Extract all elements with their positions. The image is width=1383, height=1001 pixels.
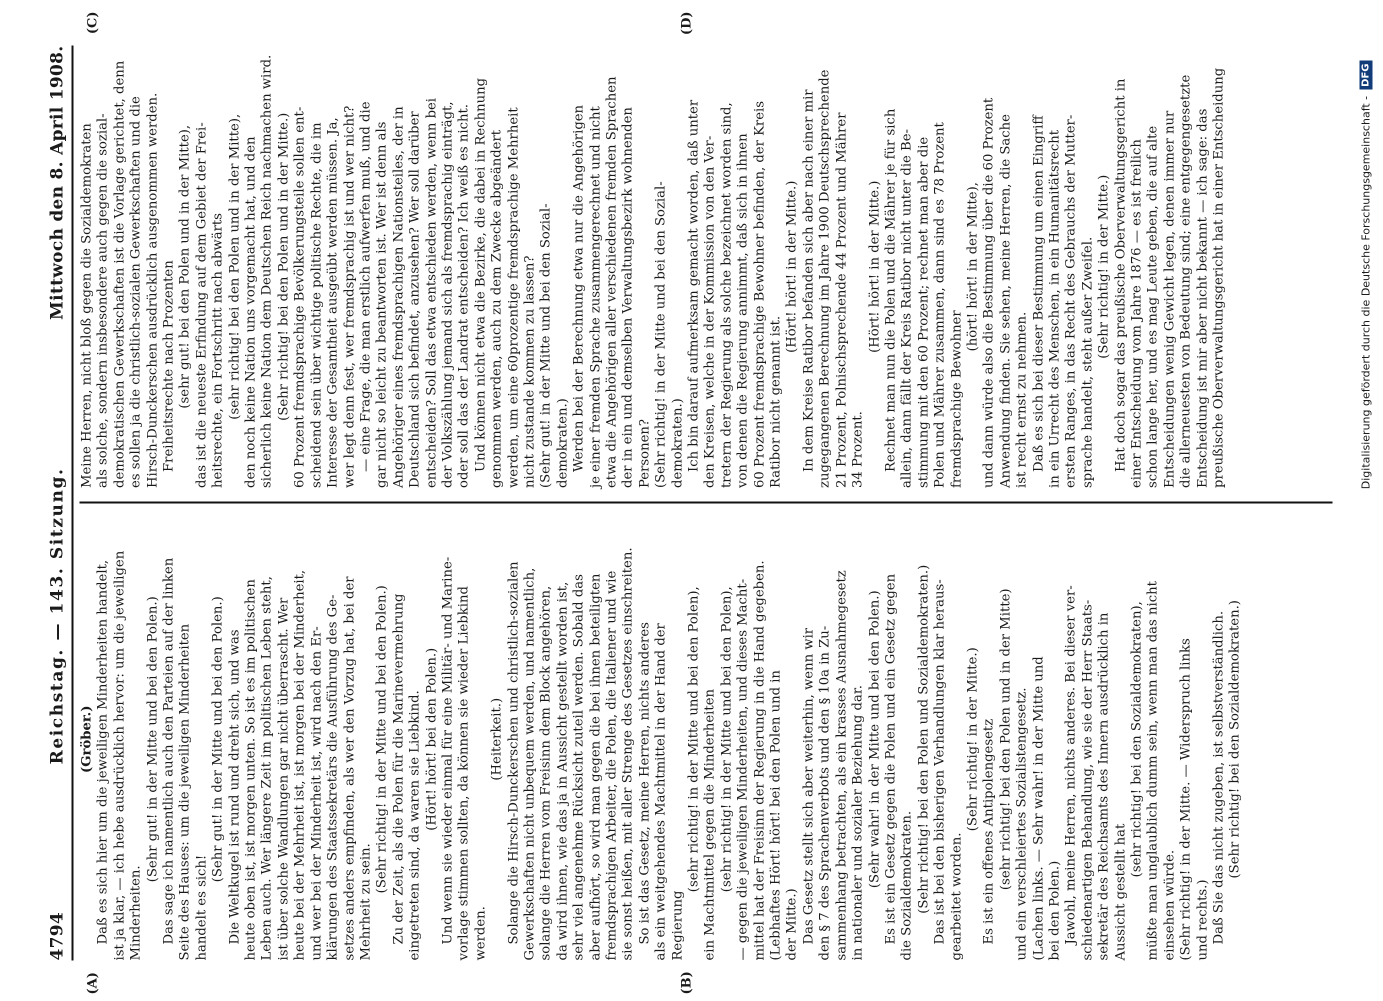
right-column-text-line: schon lange her, und es mag Leute geben, die auf alte [1145, 125, 1161, 488]
left-column-text-line: setzes anders empfinden, als wer den Vorzug hat, bei der [342, 576, 357, 961]
left-column-text-line: (Heiterkeit.) [489, 697, 505, 781]
left-column-text-line: Solange die Hirsch-Dunckerschen und christlich-sozialen [506, 561, 522, 945]
left-column-text-line: sie sonst heißen, mit aller Strenge des Gesetzes einschreiten. [620, 547, 636, 961]
left-column-text-line: Gewerkschaften nicht unbequem werden, und namentlich, [522, 567, 538, 961]
left-column-text-line: vorlage stimmen sollten, da können sie wieder Liebkind [456, 586, 472, 961]
left-column-text-line: heute oben ist, ist morgen unten. So ist es im politischen [243, 579, 259, 961]
right-column-text-line: Personen? [637, 419, 653, 488]
left-column-text-line: Aussicht gestellt hat [1113, 823, 1129, 961]
right-column-text-line: wer legt denn fest, wer fremdsprachig ist und wer nicht? [342, 105, 357, 488]
left-column-text-line: Die Weltkugel ist rund und dreht sich, und was [227, 629, 243, 945]
right-column-text-line: Deutschland sich befindet, anzusehen? Wer soll darüber [407, 111, 423, 488]
right-column [79, 11, 1333, 503]
left-column-text-line: Es ist ein Gesetz gegen die Polen und ein Gesetz gegen [883, 573, 899, 945]
left-column-text-line: (sehr richtig! in der Mitte und bei den Polen), [686, 586, 702, 893]
left-column-text-line: Und wenn sie wieder einmal für eine Militär- und Marine- [440, 556, 456, 945]
left-column-text-line: gearbeitet worden. [949, 832, 965, 961]
left-column-text-line: (Sehr gut! in der Mitte und bei den Polen.) [145, 596, 161, 883]
left-column-text-line: in nationaler und sozialer Beziehung dar. [850, 685, 866, 961]
left-column-text-line: (sehr richtig! in der Mitte und bei den Polen), [719, 586, 735, 893]
left-column-text-line: und rechts.) [1195, 879, 1211, 961]
right-column-text-line: der Volkszählung jemand sich als fremdsprachig einträgt, [440, 101, 456, 488]
left-column-text-line: (sehr richtig! bei den Polen und in der Mitte) [998, 588, 1014, 891]
right-column-text-line: Anwendung finden. Sie sehen, meine Herren, die Sache [998, 114, 1014, 488]
left-column-text-line: Das ist bei den bisherigen Verhandlungen klar heraus- [932, 579, 948, 945]
right-column-text-line: Entscheidungen wenig Gewicht legen, denen immer nur [1162, 110, 1178, 488]
left-column-text-line: Daß es sich hier um die jeweiligen Minderheiten handelt, [95, 559, 111, 945]
left-column-text-line: da wird ihnen, wie das ja in Aussicht gestellt worden ist, [555, 581, 571, 961]
left-column-text-line: (Lachen links. — Sehr wahr! in der Mitte und [1031, 656, 1047, 961]
right-column-text-line: Angehöriger eines fremdsprachigen Nationsteiles, der in [391, 106, 407, 488]
left-column-text-line: klärungen des Staatssekretärs die Ausführung des Ge- [325, 594, 341, 961]
right-column-text-line: etwa die Angehörigen aller verschiedenen fremden Sprachen [604, 76, 620, 488]
left-column-text-line: ist ja klar, — ich hebe ausdrücklich hervor: um die jeweiligen [112, 550, 128, 961]
right-column-text-line: (Sehr richtig! bei den Polen und in der Mitte.) [276, 112, 292, 421]
left-column-text-line: sammenhang betrachten, als ein krasses Ausnahmegesetz [834, 570, 850, 961]
right-column-text-line: oder soll das der Landrat entscheiden? Ich weiß es nicht. [456, 104, 472, 488]
left-column-text-line: einsehen würde. [1162, 849, 1178, 961]
right-column-text-line: 21 Prozent, Polnischsprechende 44 Prozent und Mährer [834, 112, 850, 488]
left-column-text-line: fremdsprachigen Arbeiter, die Polen, die Italiener und wie [604, 570, 620, 961]
left-column-text-line: schiedenartigen Behandlung, wie sie der Herr Staats- [1080, 599, 1096, 961]
right-column-text-line: genommen werden, auch zu dem Zwecke abgeändert [489, 129, 505, 488]
right-column-text-line: heitsrechte, ein Fortschritt nach abwärts [210, 213, 226, 488]
right-column-text-line: und dann würde also die Bestimmung über die 60 Prozent [981, 97, 997, 488]
left-column-text-line: Leben auch. Wer längere Zeit im politischen Leben steht, [259, 576, 275, 961]
right-column-text-line: sprache handelt, steht außer Zweifel. [1080, 236, 1096, 488]
right-column-text-line: demokraten.) [555, 398, 571, 488]
right-column-text-line: Rechnet man nun die Polen und die Mährer je für sich [883, 108, 899, 472]
right-column-text-line: Hirsch-Dunckerschen ausdrücklich ausgenommen werden. [145, 92, 161, 488]
right-column-text-line: Hat doch sogar das preußische Oberverwaltungsgericht in [1113, 78, 1129, 472]
right-column-text-line: (Sehr richtig! in der Mitte und bei den Sozial- [653, 181, 669, 488]
right-column-text-line: Daß es sich bei dieser Bestimmung um einen Eingriff [1031, 115, 1047, 472]
dfg-logo: DFG [1360, 61, 1373, 90]
left-column-text-line: der Mitte.) [784, 888, 800, 961]
right-column-text-line: (sehr richtig! bei den Polen und in der Mitte), [227, 113, 243, 420]
right-column-text-line: stimmung mit den 60 Prozent; rechnet man aber die [916, 136, 932, 488]
right-column-text-line: — eine Frage, die man erstlich aufwerfen muß, und die [358, 101, 374, 472]
left-column-text-line: (Lebhaftes Hört! hört! bei den Polen und in [768, 670, 784, 961]
right-column-text-line: Interesse der Gesamtheit ausgeübt werden müssen. Ja, [325, 117, 341, 488]
right-column-text-line: Ich bin darauf aufmerksam gemacht worden, daß unter [686, 99, 702, 472]
left-column-text-line: Das Gesetz stellt sich aber weiterhin, wenn wir [801, 627, 817, 945]
left-column-text-line: Das sage ich namentlich auch den Parteien auf der linken [161, 557, 177, 945]
left-column-text-line: müßte man unglaublich dumm sein, wenn man das nicht [1145, 581, 1161, 961]
left-column-text-line: handelt es sich! [194, 854, 210, 961]
right-column-text-line: demokratischen Gewerkschaften ist die Vorlage gerichtet, denn [112, 60, 128, 488]
right-column-text-line: Ratibor nicht genannt ist. [768, 315, 784, 488]
right-column-text-line: In dem Kreise Ratibor befanden sich aber nach einer mir [801, 89, 817, 472]
left-column-text-line: (Sehr richtig! in der Mitte.) [965, 647, 981, 832]
right-column-text-line: Polen und Mährer zusammen, dann sind es 78 Prozent [932, 122, 948, 488]
margin-marker-d: (D) [679, 11, 695, 36]
right-column-text-line: Entscheidung ist mir aber nicht bekannt — ich sage: das [1195, 108, 1211, 488]
right-column-text-line: preußische Oberverwaltungsgericht hat in einer Entscheidung [1211, 67, 1227, 488]
right-column-text-line: als solche, sondern insbesondere auch gegen die sozial- [95, 113, 111, 488]
right-column-text-line: die allerneuesten von Bedeutung sind; eine entgegengesetzte [1178, 74, 1194, 488]
right-column-text-line: nicht zustande kommen zu lassen? [522, 255, 538, 488]
left-column-text-line: Regierung [670, 890, 686, 961]
right-column-text-line: entscheiden? Soll das etwa entschieden werden, wenn bei [424, 97, 440, 488]
left-column-text-line: die Sozialdemokraten. [899, 810, 915, 961]
right-column-text-line: in ein Urrecht des Menschen, in ein Humanitätsrecht [1047, 129, 1063, 488]
right-column-text-line: gar nicht so leicht zu beantworten ist. Wer ist denn als [374, 121, 390, 488]
left-column-text-line: Daß Sie das nicht zugeben, ist selbstverständlich. [1211, 610, 1227, 945]
rotated-document-page [0, 1, 1383, 1001]
margin-marker-c: (C) [85, 11, 101, 35]
page-number: 4794 [47, 911, 68, 961]
left-column-text-line: (Gröber.) [79, 705, 95, 773]
right-column-text-line: 60 Prozent fremdsprachige Bewohner befinden, der Kreis [752, 100, 768, 488]
right-column-text-line: sicherlich keine Nation dem Deutschen Reich nachmachen wird. [259, 54, 275, 488]
page-title: Reichstag. — 143. Sitzung. [47, 467, 68, 765]
right-column-text-line: ersten Ranges, in das Recht des Gebrauchs der Mutter- [1063, 114, 1079, 488]
left-column-text-line: So ist das Gesetz, meine Herren, nichts anderes [637, 622, 653, 945]
left-column-text-line: (Sehr richtig! bei den Polen und Sozialdemokraten.) [916, 564, 932, 914]
digitization-credit [1360, 61, 1373, 941]
right-column-text-line: 34 Prozent. [850, 411, 866, 488]
right-column-text-line: Werden bei der Berechnung etwa nur die Angehörigen [571, 104, 587, 472]
right-column-text-line: allein, dann fällt der Kreis Ratibor nicht unter die Be- [899, 129, 915, 488]
right-column-text-line: das ist die neueste Erfindung auf dem Gebiet der Frei- [194, 122, 210, 488]
right-column-text-line: es sollen ja die christlich-sozialen Gewerkschaften und die [128, 96, 144, 488]
right-column-text-line: demokraten.) [670, 398, 686, 488]
left-column-text-line: Seite des Hauses: um die jeweiligen Minderheiten [177, 623, 193, 961]
right-column-text-line: den noch keine Nation uns vorgemacht hat, und den [243, 136, 259, 488]
left-column-text-line: (sehr richtig! bei den Sozialdemokraten), [1129, 601, 1145, 878]
left-column-text-line: ein Machtmittel gegen die Minderheiten [702, 689, 718, 961]
left-column-text-line: (Sehr richtig! in der Mitte und bei den Polen.) [374, 585, 390, 894]
left-column-text-line: ist über solche Wandlungen gar nicht überrascht. Wer [276, 597, 292, 961]
margin-marker-a: (A) [85, 972, 101, 995]
right-column-text-line: tretern der Regierung als solche bezeichnet worden sind, [719, 102, 735, 488]
left-column-text-line: Es ist ein offenes Antipolengesetz [981, 718, 997, 945]
left-column-text-line: Mehrheit zu sein. [358, 843, 374, 961]
right-column-text-line: scheidend sein über wichtige politische Rechte, die im [309, 122, 325, 488]
right-column-text-line: den Kreisen, welche in der Kommission von den Ver- [702, 135, 718, 488]
right-column-text-line: ist recht ernst zu nehmen. [1014, 311, 1030, 488]
left-column-text-line: (Sehr richtig! bei den Sozialdemokraten.) [1227, 600, 1243, 879]
left-column-text-line: (Sehr gut! in der Mitte und bei den Polen.) [210, 596, 226, 883]
right-column-text-line: fremdsprachige Bewohner [949, 310, 965, 488]
left-column-text-line: — gegen die jeweiligen Minderheiten, und dieses Macht- [735, 578, 751, 961]
left-column-text-line: Minderheiten. [128, 865, 144, 961]
left-column-text-line: als ein weitgehendes Machtmittel in der Hand der [653, 623, 669, 961]
left-column-text-line: mittel hat der Freisinn der Regierung in die Hand gegeben. [752, 560, 768, 961]
left-column-text-line: sekretär des Reichsamts des Innern ausdrücklich in [1096, 612, 1112, 961]
right-column-text-line: 60 Prozent fremdsprachige Bevölkerungsteile sollen ent- [292, 106, 308, 488]
page-date: Mittwoch den 8. April 1908. [47, 45, 68, 320]
left-column-text-line: aber aufhört, so wird man gegen die bei ihnen beteiligten [588, 573, 604, 961]
left-column-text-line: den § 7 des Sprachenverbots und den § 10a in Zu- [817, 625, 833, 961]
text-columns [79, 11, 1333, 995]
right-column-text-line: der in ein und demselben Verwaltungsbezirk wohnenden [620, 107, 636, 488]
right-column-text-line: (Hört! hört! in der Mitte.) [867, 180, 882, 353]
right-column-text-line: werden, um eine 60prozentige fremdsprachige Mehrheit [506, 107, 522, 488]
right-column-text-line: je einer fremden Sprache zusammengerechnet und nicht [588, 106, 604, 488]
left-column-text-line: und ein verschleiertes Sozialistengesetz. [1014, 687, 1030, 961]
left-column [79, 504, 1333, 995]
left-column-text-line: heute bei der Mehrheit ist, ist morgen bei der Minderheit, [292, 569, 308, 961]
left-column-text-line: Zu der Zeit, als die Polen für die Marinevermehrung [391, 593, 407, 945]
right-column-text-line: (Hört! hört! in der Mitte.) [784, 180, 800, 353]
left-column-text-line: sehr viel angenehme Rücksicht zuteil werden. Sobald das [571, 574, 587, 961]
left-column-text-line: (Hört! hört! bei den Polen.) [424, 647, 440, 831]
credit-text: Digitalisierung gefördert durch die Deutsche Forschungsgemeinschaft - [1359, 95, 1373, 490]
left-column-text-line: Jawohl, meine Herren, nichts anderes. Bei dieser ver- [1063, 585, 1079, 945]
margin-marker-b: (B) [679, 971, 695, 995]
right-column-text-line: Und können nicht etwa die Bezirke, die dabei in Rechnung [473, 77, 489, 472]
right-column-text-line: zugegangenen Berechnung im Jahre 1900 Deutschsprechende [817, 69, 833, 488]
left-column-text-line: bei den Polen.) [1047, 860, 1063, 961]
right-column-text-line: Freiheitsrechte nach Prozenten [161, 260, 177, 472]
right-column-text-line: einer Entscheidung vom Jahre 1876 — es ist freilich [1129, 139, 1145, 488]
left-column-text-line: solange die Herren vom Freisinn dem Block angehören, [538, 585, 554, 961]
left-column-text-line: (Sehr richtig! in der Mitte. — Widerspruch links [1178, 638, 1194, 961]
left-column-text-line: eingetreten sind, da waren sie Liebkind. [407, 690, 423, 961]
page-header [38, 46, 74, 961]
right-column-text-line: (hört! hört! in der Mitte), [965, 182, 981, 352]
left-column-text-line: werden. [473, 906, 489, 961]
right-column-text-line: Meine Herren, nicht bloß gegen die Sozialdemokraten [79, 123, 95, 488]
right-column-text-line: (Sehr richtig! in der Mitte.) [1096, 174, 1112, 359]
right-column-text-line: (Sehr gut! in der Mitte und bei den Sozial- [538, 203, 554, 488]
left-column-text-line: (Sehr wahr! in der Mitte und bei den Polen.) [867, 590, 882, 889]
right-column-text-line: von denen die Regierung annimmt, daß sich in ihnen [735, 133, 751, 488]
left-column-text-line: und wer bei der Minderheit ist, wird nach den Er- [309, 626, 325, 961]
right-column-text-line: (sehr gut! bei den Polen und in der Mitte), [177, 124, 193, 409]
